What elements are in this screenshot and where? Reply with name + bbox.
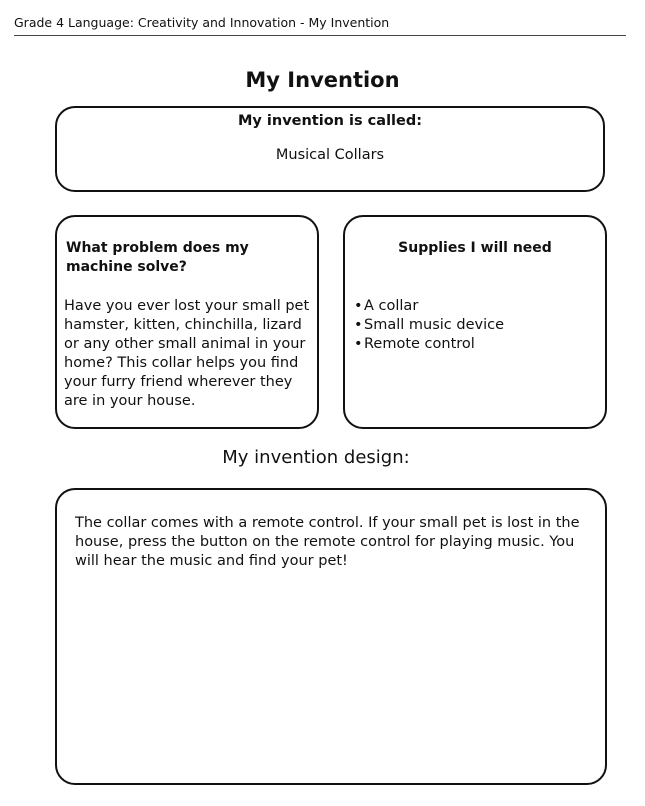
supplies-box: [343, 215, 607, 429]
invention-name-label: My invention is called:: [237, 113, 423, 129]
design-heading: My invention design:: [222, 447, 410, 468]
page-title: My Invention: [245, 68, 400, 92]
problem-text: Have you ever lost your small pet hamster, kitten, chinchilla, lizard or any other small animal in your home? This collar helps you find your furry friend wherever they are in your house.: [64, 298, 310, 409]
bullet-icon: •: [354, 336, 363, 352]
design-text: The collar comes with a remote control. If your small pet is lost in the house, press the button on the remote control for playing music. You will hear the music and find your pet!: [75, 515, 580, 569]
design-box: [55, 488, 607, 785]
worksheet-header: Grade 4 Language: Creativity and Innovation - My Invention: [14, 14, 626, 36]
invention-name-box: [55, 106, 605, 192]
bullet-icon: •: [354, 317, 363, 333]
supplies-label: Supplies I will need: [398, 240, 552, 256]
problem-label: What problem does my machine solve?: [66, 240, 249, 275]
supply-item: [354, 335, 504, 354]
supply-item-label: A collar: [364, 298, 419, 314]
problem-box: [55, 215, 319, 429]
supply-item: [354, 297, 504, 316]
supply-item: [354, 316, 504, 335]
supply-item-label: Small music device: [364, 317, 504, 333]
supplies-list: [354, 297, 504, 354]
invention-name-value: Musical Collars: [275, 147, 385, 163]
supply-item-label: Remote control: [364, 336, 475, 352]
bullet-icon: •: [354, 298, 363, 314]
